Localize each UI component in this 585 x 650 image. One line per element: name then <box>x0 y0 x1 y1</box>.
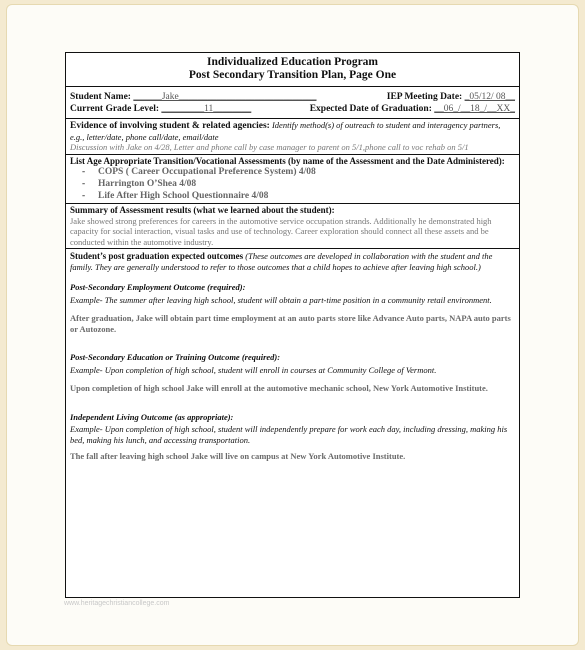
student-info-row-1 <box>70 91 515 103</box>
outcomes-heading: Student’s post graduation expected outcomes <box>70 251 244 261</box>
education-example: Example- Upon completion of high school, student will enroll in courses at Community College of Vermont. <box>70 364 437 375</box>
living-example: Example- Upon completion of high school, student will independently prepare for work each day, including dressing, making his bed, making his lunch, and accessing transportation. <box>70 424 508 445</box>
graduation-date-value: __06_/__18_/__XX_ <box>434 104 515 114</box>
outcomes-section <box>66 249 519 465</box>
evidence-instruction: Identify method(s) of outreach to student and interagency partners, e.g., letter/date, phone call/date, email/date <box>70 120 501 142</box>
document-title <box>66 53 519 87</box>
evidence-heading: Evidence of involving student & related agencies: <box>70 121 270 131</box>
assessment-item: - Life After High School Questionnaire 4/08 <box>82 191 269 201</box>
assessment-item: - Harrington O’Shea 4/08 <box>82 179 197 189</box>
iep-date-label: IEP Meeting Date: <box>386 92 463 102</box>
assessment-item: - COPS ( Career Occupational Preference System) 4/08 <box>82 167 316 177</box>
summary-text: Jake showed strong preferences for careers in the automotive service occupation strands. Additionally he demonstrated high capacity for social interaction, visual tasks and use of technology. Career exploration should connect all these assets and be conducted within the automotive industry. <box>70 215 492 247</box>
student-info-section <box>66 87 519 119</box>
document-form <box>65 52 520 598</box>
outcomes-intro: (These outcomes are developed in collaboration with the student and the family. They are generally understood to refer to those outcomes that a child hopes to achieve after leaving high school.) <box>70 251 493 272</box>
title-line-1: Individualized Education Program <box>206 56 379 68</box>
assessments-heading: List Age Appropriate Transition/Vocational Assessments (by name of the Assessment and the Date Administered): <box>70 155 505 166</box>
education-heading: Post-Secondary Education or Training Outcome (required): <box>70 352 281 362</box>
student-name-label: Student Name: <box>70 92 131 102</box>
graduation-date-label: Expected Date of Graduation: <box>309 104 432 114</box>
iep-date-value: _05/12/ 08__ <box>464 92 515 102</box>
employment-heading: Post-Secondary Employment Outcome (required): <box>70 282 246 292</box>
student-name-value: ______Jake_____________________________ <box>133 92 317 102</box>
employment-example: Example- The summer after leaving high school, student will obtain a part-time position in a community retail environment. <box>70 294 492 305</box>
living-text: The fall after leaving high school Jake will live on campus at New York Automotive Institute. <box>70 451 406 461</box>
grade-label: Current Grade Level: <box>70 104 159 114</box>
summary-heading: Summary of Assessment results (what we learned about the student): <box>70 205 335 215</box>
assessment-list <box>70 166 515 202</box>
evidence-section <box>66 119 519 155</box>
employment-text: After graduation, Jake will obtain part time employment at an auto parts store like Advance Auto parts, NAPA auto parts or Autozone. <box>70 313 511 334</box>
living-heading: Independent Living Outcome (as appropriate): <box>70 411 234 422</box>
title-line-2: Post Secondary Transition Plan, Page One <box>188 69 397 81</box>
summary-section <box>66 204 519 249</box>
watermark: www.heritagechristiancollege.com <box>64 600 170 607</box>
student-info-row-2 <box>70 103 515 115</box>
grade-value: _________11________ <box>161 104 252 114</box>
assessments-section <box>66 155 519 205</box>
education-text: Upon completion of high school Jake will enroll at the automotive mechanic school, New York Automotive Institute. <box>70 383 488 393</box>
evidence-text: Discussion with Jake on 4/28, Letter and phone call by case manager to parent on 5/1,phone call to voc rehab on 5/1 <box>70 142 469 152</box>
